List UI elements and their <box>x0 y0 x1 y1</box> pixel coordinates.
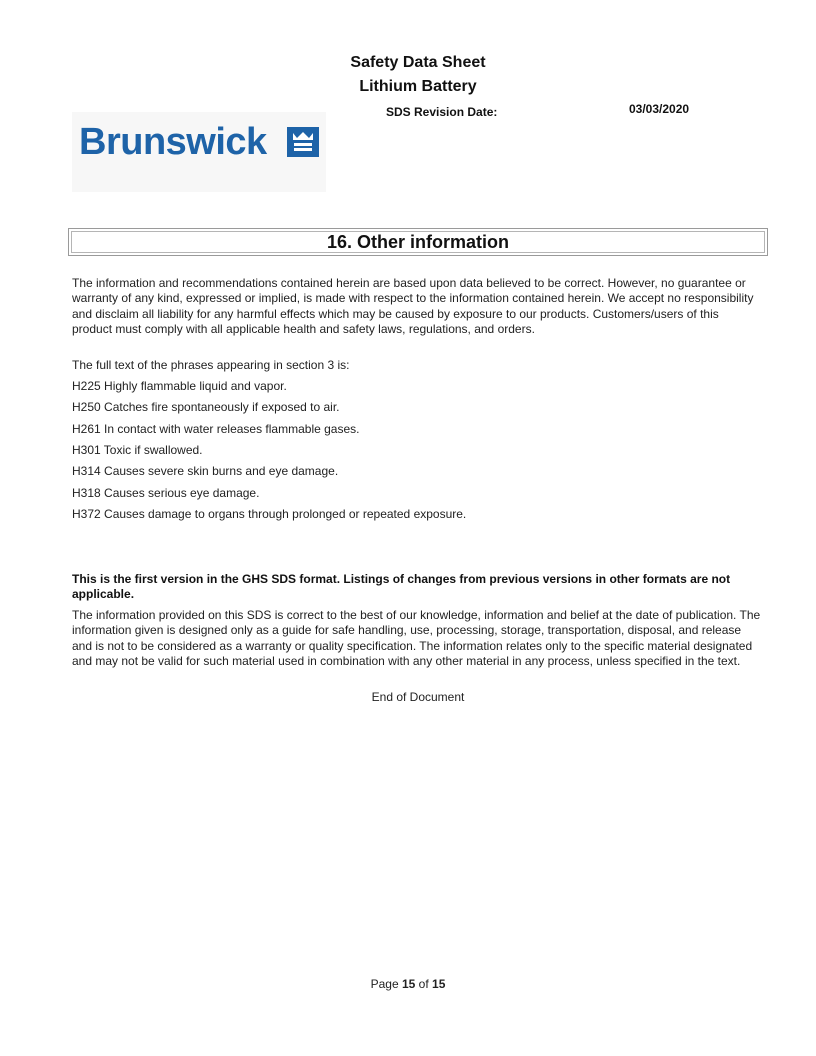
hazard-phrase: H261 In contact with water releases flammable gases. <box>72 422 360 436</box>
logo-wordmark: Brunswick <box>79 121 267 163</box>
revision-date-label: SDS Revision Date: <box>386 105 498 119</box>
brunswick-crown-icon <box>286 126 320 158</box>
page-of: of <box>418 977 429 991</box>
page-label: Page <box>370 977 399 991</box>
phrases-heading: The full text of the phrases appearing in section 3 is: <box>72 358 350 372</box>
document-subtitle: Lithium Battery <box>359 78 477 95</box>
document-title: Safety Data Sheet <box>350 54 486 71</box>
brunswick-logo <box>72 112 326 192</box>
hazard-phrase: H372 Causes damage to organs through prolonged or repeated exposure. <box>72 507 467 521</box>
disclaimer-paragraph: The information provided on this SDS is correct to the best of our knowledge, information and belief at the date of publication. The information given is designed only as a guide for safe handling, use, processing, storage, transportation, disposal, and release and is not to be considered as a warranty or quality specification. The information relates only to the specific material designated and may not be valid for such material used in combination with any other material in any process, unless specified in the text. <box>72 608 761 669</box>
section-title: 16. Other information <box>326 232 510 252</box>
section-header <box>68 228 768 256</box>
page-current: 15 <box>401 977 416 991</box>
hazard-phrase: H314 Causes severe skin burns and eye damage. <box>72 464 339 478</box>
hazard-phrase: H250 Catches fire spontaneously if exposed to air. <box>72 400 340 414</box>
intro-paragraph: The information and recommendations contained herein are based upon data believed to be correct. However, no guarantee or warranty of any kind, expressed or implied, is made with respect to the information contained herein. We accept no responsibility and disclaim all liability for any harmful effects which may be caused by exposure to our products. Customers/users of this product must comply with all applicable health and safety laws, regulations, and orders. <box>72 276 754 337</box>
hazard-phrase: H318 Causes serious eye damage. <box>72 486 260 500</box>
hazard-phrase: H225 Highly flammable liquid and vapor. <box>72 379 287 393</box>
revision-date-value: 03/03/2020 <box>629 102 690 116</box>
end-of-document: End of Document <box>371 690 465 704</box>
page-number <box>0 977 816 991</box>
page-total: 15 <box>432 977 446 991</box>
hazard-phrase: H301 Toxic if swallowed. <box>72 443 203 457</box>
version-note: This is the first version in the GHS SDS format. Listings of changes from previous versions in other formats are not applicable. <box>72 572 731 602</box>
